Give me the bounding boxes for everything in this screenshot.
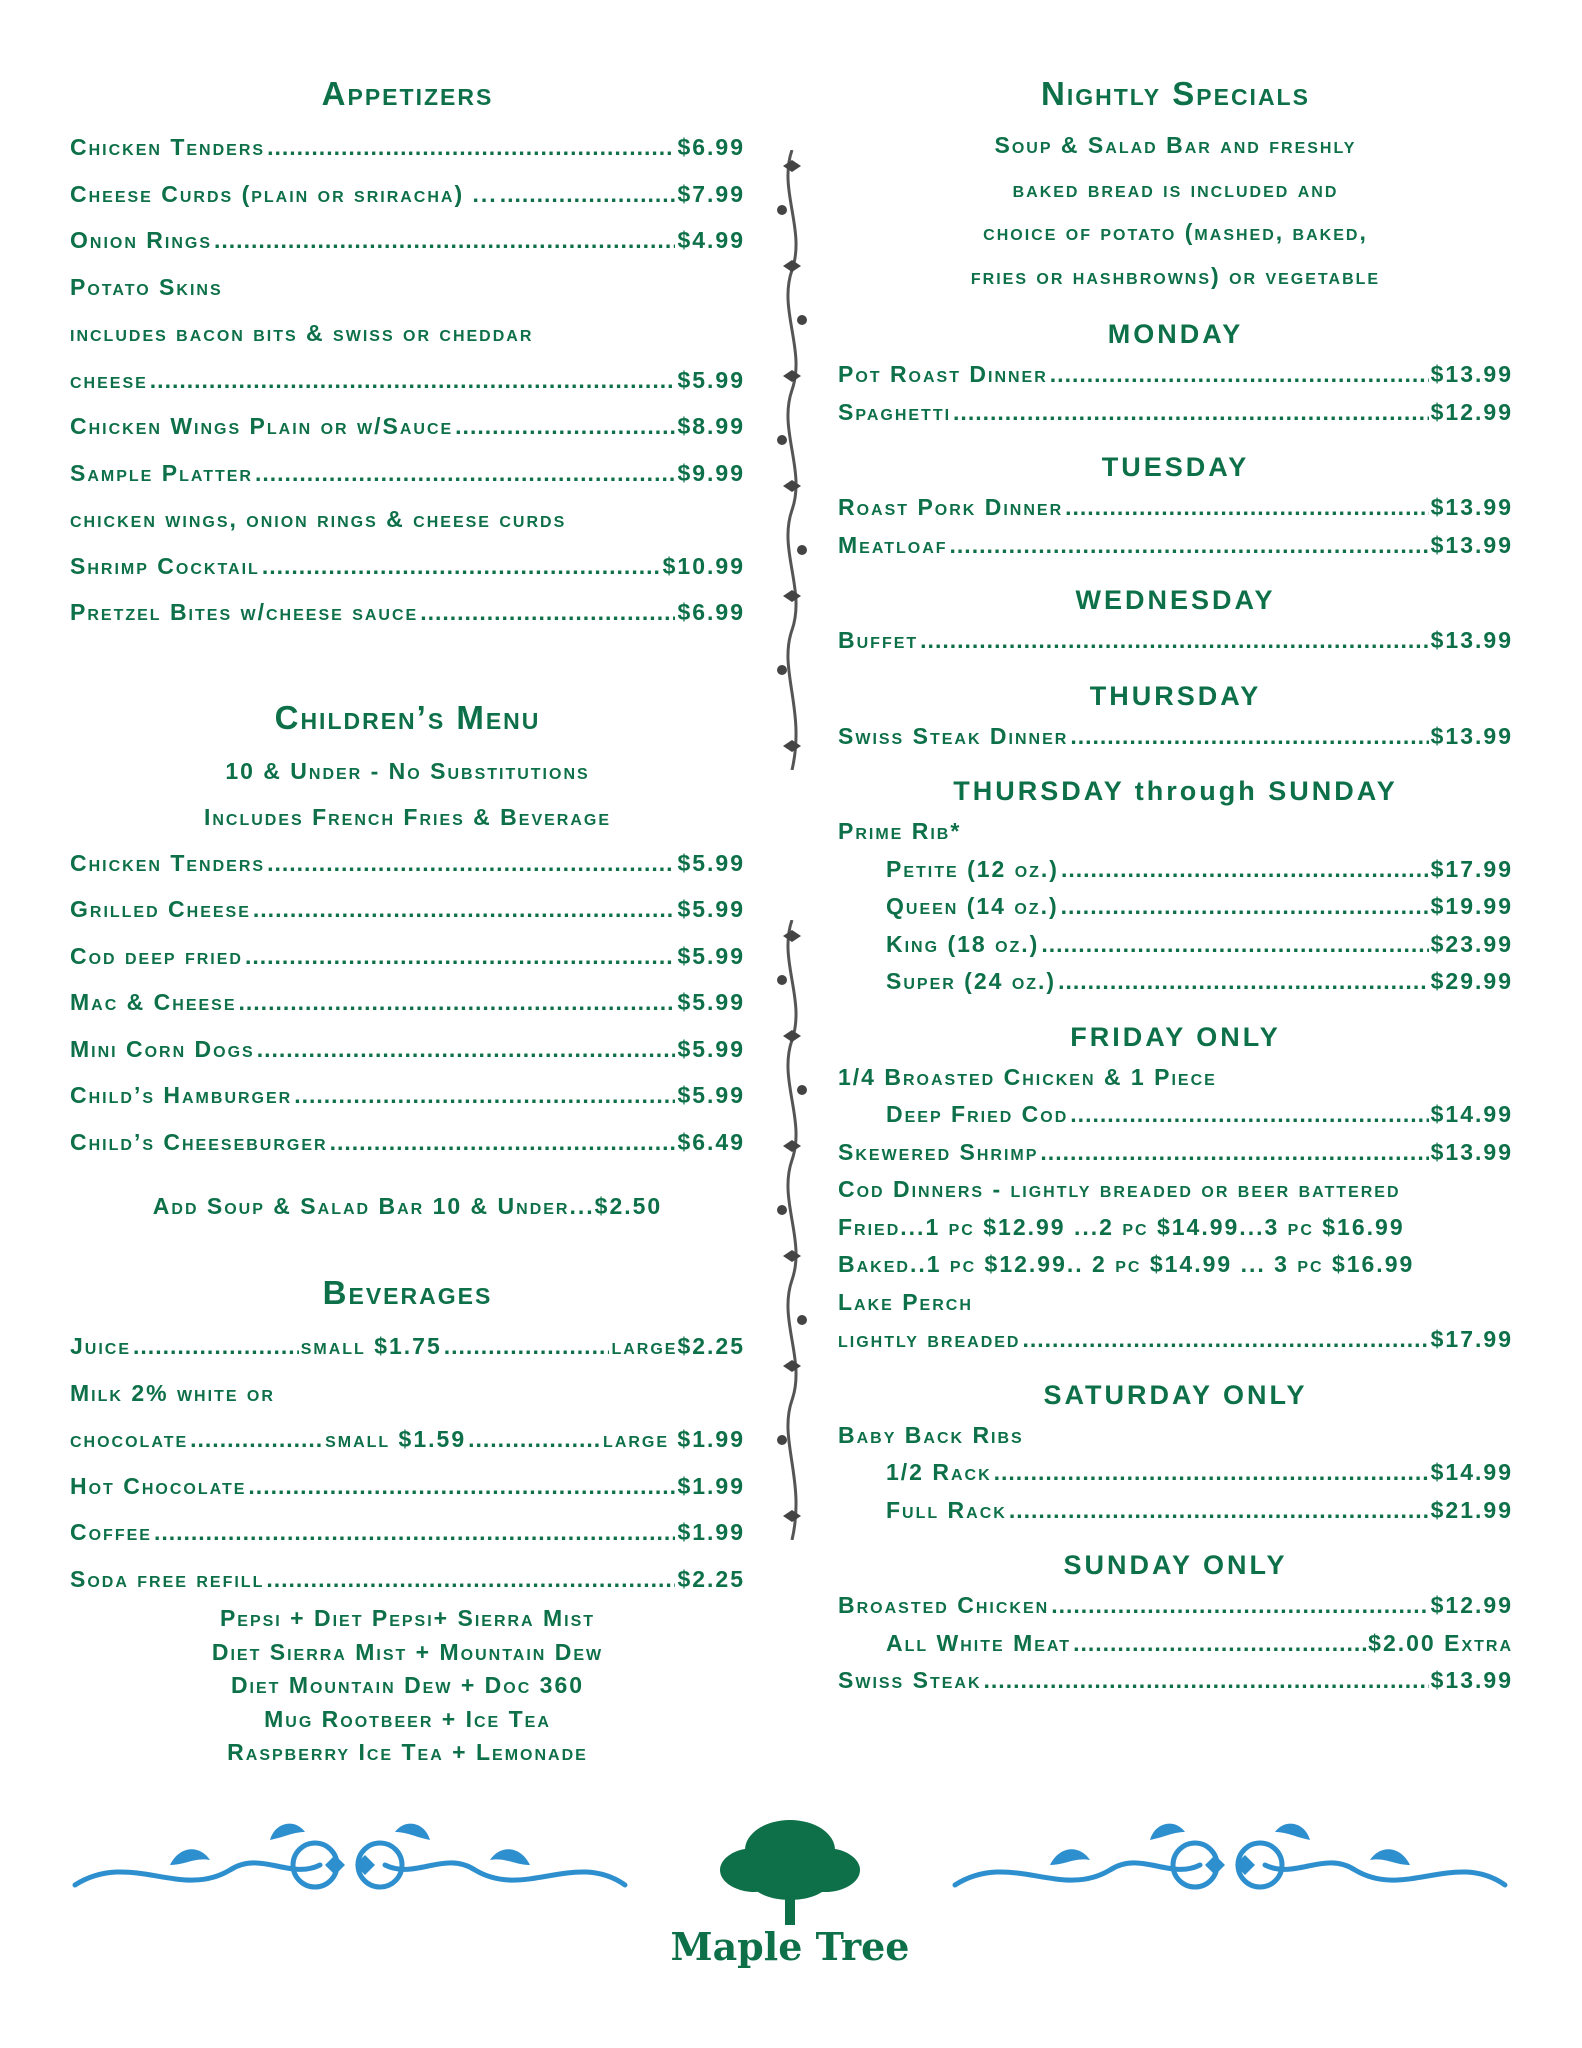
- menu-item-name: Child’s Cheeseburger: [70, 1128, 328, 1155]
- menu-item-row: includes bacon bits & swiss or cheddar: [70, 320, 534, 346]
- menu-item-row: [70, 1072, 745, 1119]
- leader-dots: [262, 543, 661, 590]
- menu-item-name: Swiss Steak Dinner: [838, 722, 1069, 749]
- menu-item-name: Full Rack: [886, 1496, 1007, 1523]
- menu-item-row: [838, 1587, 1513, 1625]
- menu-item-price: $19.99: [1430, 893, 1513, 919]
- menu-item-price: $12.99: [1430, 398, 1513, 425]
- menu-item-price: $5.99: [677, 942, 745, 969]
- tree-icon: [710, 1815, 870, 1925]
- menu-item-name: King (18 oz.): [886, 930, 1040, 957]
- menu-item-price: $13.99: [1430, 1667, 1513, 1693]
- menu-item-name: Coffee: [70, 1519, 152, 1545]
- leader-dots: [1041, 926, 1428, 964]
- leader-dots: [1051, 1587, 1428, 1625]
- leader-dots: [267, 124, 675, 171]
- leader-dots: [257, 1026, 676, 1073]
- menu-item-name: Mini Corn Dogs: [70, 1035, 255, 1062]
- menu-item-row: [70, 403, 745, 450]
- menu-item-row: [70, 1119, 745, 1166]
- menu-item-price: $5.99: [677, 849, 745, 876]
- menu-item-price: $13.99: [1430, 494, 1513, 520]
- day-heading: WEDNESDAY: [1075, 585, 1276, 615]
- menu-item-row: [838, 1662, 1513, 1700]
- childrens-note-includes: Includes French Fries & Beverage: [203, 803, 612, 830]
- menu-item-row: [838, 394, 1513, 432]
- menu-item-price: $7.99: [677, 180, 745, 207]
- menu-item-name: Soda free refill: [70, 1565, 265, 1592]
- menu-item-row: [70, 979, 745, 1026]
- leader-dots: [266, 1556, 675, 1603]
- menu-item-price: $5.99: [677, 1035, 745, 1062]
- menu-item-row: [838, 1321, 1513, 1359]
- menu-item-price: $2.00 Extra: [1368, 1629, 1513, 1656]
- leader-dots: [245, 933, 675, 980]
- menu-item-price: $5.99: [677, 989, 745, 1015]
- day-heading: TUESDAY: [1101, 452, 1250, 482]
- menu-item-row: [70, 357, 745, 404]
- menu-item-name: Deep Fried Cod: [886, 1101, 1069, 1127]
- leader-dots: [420, 589, 675, 636]
- childrens-note-age: 10 & Under - No Substitutions: [225, 757, 590, 784]
- menu-item-name: Grilled Cheese: [70, 896, 251, 922]
- leader-dots: [1065, 489, 1429, 527]
- menu-item-row: Potato Skins: [70, 273, 223, 300]
- menu-item-row: [70, 217, 745, 264]
- menu-item-name: Chicken Wings Plain or w/Sauce: [70, 413, 454, 439]
- menu-item-row: [70, 886, 745, 933]
- menu-item-name: cheese: [70, 366, 148, 393]
- menu-item-name: Queen (14 oz.): [886, 893, 1059, 919]
- leader-dots: [255, 450, 675, 497]
- soda-line: Raspberry Ice Tea + Lemonade: [227, 1739, 588, 1765]
- menu-item-price: $29.99: [1430, 968, 1513, 994]
- specials-intro-line: baked bread is included and: [1012, 175, 1339, 202]
- day-heading: THURSDAY through SUNDAY: [953, 776, 1398, 806]
- leader-dots: [1070, 718, 1428, 756]
- menu-item-name: Mac & Cheese: [70, 989, 237, 1015]
- appetizers-list: [70, 124, 745, 636]
- soda-list: [70, 1602, 745, 1770]
- childrens-addon: Add Soup & Salad Bar 10 & Under...$2.50: [152, 1193, 663, 1219]
- menu-item-name: Pot Roast Dinner: [838, 361, 1048, 387]
- menu-item-row: [838, 1625, 1513, 1663]
- leader-dots: [455, 403, 675, 450]
- menu-item-row: [838, 1492, 1513, 1530]
- menu-item-row: [838, 718, 1513, 756]
- menu-item-price: $13.99: [1430, 722, 1513, 749]
- menu-item-price: $14.99: [1430, 1459, 1513, 1485]
- menu-item-name: Chicken Tenders: [70, 134, 266, 160]
- beverages-list: [70, 1463, 745, 1603]
- menu-item-row: [70, 171, 745, 218]
- juice-row: Juice ..... small $1.75 ..... large$2.25: [70, 1323, 745, 1370]
- menu-item-row: [70, 1463, 745, 1510]
- menu-item-row: [838, 622, 1513, 660]
- menu-item-row: [838, 489, 1513, 527]
- menu-item-price: $6.99: [677, 134, 745, 160]
- leader-dots: [248, 1463, 675, 1510]
- menu-item-name: Chicken Tenders: [70, 849, 266, 876]
- menu-item-name: lightly breaded: [838, 1326, 1021, 1352]
- menu-item-row: chicken wings, onion rings & cheese curds: [70, 506, 567, 532]
- menu-item-price: $12.99: [1430, 1592, 1513, 1618]
- specials-days: [838, 312, 1513, 1700]
- menu-line: Lake Perch: [838, 1288, 973, 1315]
- specials-intro: [838, 124, 1513, 298]
- leader-dots: [984, 1662, 1429, 1700]
- leader-dots: [1073, 1625, 1366, 1663]
- menu-item-price: $5.99: [677, 1082, 745, 1108]
- menu-item-price: $13.99: [1430, 627, 1513, 653]
- menu-item-row: [838, 963, 1513, 1001]
- menu-item-name: Petite (12 oz.): [886, 855, 1059, 882]
- menu-item-name: Skewered Shrimp: [838, 1138, 1039, 1165]
- menu-item-price: $17.99: [1430, 855, 1513, 882]
- leader-dots: [150, 357, 676, 404]
- milk-row: Milk 2% white or: [70, 1379, 275, 1406]
- left-column: [70, 70, 745, 1770]
- menu-item-row: [70, 1026, 745, 1073]
- menu-item-name: Swiss Steak: [838, 1667, 982, 1693]
- soda-line: Mug Rootbeer + Ice Tea: [264, 1705, 551, 1732]
- soda-line: Diet Sierra Mist + Mountain Dew: [211, 1638, 604, 1665]
- leader-dots: [1050, 356, 1429, 394]
- leader-dots: [253, 886, 676, 933]
- specials-intro-line: Soup & Salad Bar and freshly: [994, 132, 1357, 158]
- menu-item-price: $23.99: [1430, 930, 1513, 957]
- menu-item-row: [838, 851, 1513, 889]
- appetizers-heading: Appetizers: [321, 75, 494, 112]
- menu-line: Fried...1 pc $12.99 ...2 pc $14.99...3 pc $16.99: [838, 1213, 1405, 1240]
- childrens-heading: Children’s Menu: [274, 698, 541, 736]
- menu-item-price: $6.99: [677, 599, 745, 625]
- leader-dots: [1070, 1096, 1428, 1134]
- menu-item-row: [70, 450, 745, 497]
- leader-dots: [1022, 1321, 1428, 1359]
- leader-dots: [953, 394, 1429, 432]
- leader-dots: [500, 171, 676, 218]
- leader-dots: [1040, 1134, 1428, 1172]
- menu-item-name: Cheese Curds (plain or sriracha) ...: [70, 180, 498, 207]
- menu-line: Baby Back Ribs: [838, 1421, 1024, 1448]
- menu-item-name: Broasted Chicken: [838, 1592, 1050, 1618]
- leader-dots: [330, 1119, 676, 1166]
- menu-item-price: $21.99: [1430, 1496, 1513, 1523]
- leader-dots: [154, 1509, 675, 1556]
- menu-item-price: $6.49: [677, 1128, 745, 1155]
- menu-item-price: $8.99: [677, 413, 745, 439]
- leader-dots: [950, 527, 1429, 565]
- maple-tree-logo: [670, 1815, 910, 1995]
- menu-item-row: [838, 1454, 1513, 1492]
- ornament-scroll-left: [70, 1810, 630, 1930]
- leader-dots: [267, 840, 675, 887]
- menu-item-row: [838, 888, 1513, 926]
- logo-text: Maple Tree: [670, 1924, 910, 1969]
- menu-item-name: Sample Platter: [70, 459, 253, 486]
- menu-item-row: [838, 1134, 1513, 1172]
- menu-item-price: $13.99: [1430, 1138, 1513, 1165]
- menu-item-name: 1/2 Rack: [886, 1459, 992, 1485]
- right-column: [838, 70, 1513, 1700]
- ornament-scroll-right: [950, 1810, 1510, 1930]
- menu-item-row: [838, 926, 1513, 964]
- menu-item-price: $1.99: [677, 1472, 745, 1499]
- menu-item-price: $5.99: [677, 896, 745, 922]
- menu-item-price: $1.99: [677, 1519, 745, 1545]
- chocolate-milk-row: chocolate ..... small $1.59 ..... large $1.99: [70, 1416, 745, 1463]
- leader-dots: [1061, 851, 1429, 889]
- menu-item-price: $4.99: [677, 227, 745, 253]
- menu-item-price: $14.99: [1430, 1101, 1513, 1127]
- day-heading: SUNDAY ONLY: [1063, 1550, 1288, 1580]
- beverages-heading: Beverages: [322, 1274, 493, 1311]
- menu-item-name: Spaghetti: [838, 398, 952, 425]
- menu-item-name: Buffet: [838, 627, 919, 653]
- menu-item-row: [70, 1556, 745, 1603]
- specials-intro-line: choice of potato (mashed, baked,: [983, 219, 1368, 245]
- menu-item-row: [70, 589, 745, 636]
- menu-item-price: $13.99: [1430, 531, 1513, 558]
- menu-line: Prime Rib*: [838, 818, 962, 844]
- menu-item-row: [838, 1096, 1513, 1134]
- specials-heading: Nightly Specials: [1041, 75, 1310, 112]
- menu-item-price: $17.99: [1430, 1326, 1513, 1352]
- menu-item-name: All White Meat: [886, 1629, 1072, 1656]
- vine-divider-top: [774, 150, 810, 770]
- soda-line: Diet Mountain Dew + Doc 360: [230, 1672, 585, 1698]
- day-heading: SATURDAY ONLY: [1043, 1379, 1308, 1410]
- menu-item-row: [70, 124, 745, 171]
- menu-item-price: $10.99: [662, 552, 745, 579]
- menu-line: 1/4 Broasted Chicken & 1 Piece: [838, 1063, 1217, 1090]
- specials-intro-line: fries or hashbrowns) or vegetable: [970, 262, 1381, 289]
- menu-item-row: [70, 543, 745, 590]
- menu-item-price: $2.25: [677, 1565, 745, 1592]
- menu-item-name: Onion Rings: [70, 227, 213, 253]
- leader-dots: [994, 1454, 1429, 1492]
- leader-dots: [1058, 963, 1429, 1001]
- day-heading: THURSDAY: [1089, 680, 1262, 711]
- leader-dots: [214, 217, 675, 264]
- soda-line: Pepsi + Diet Pepsi+ Sierra Mist: [219, 1605, 596, 1631]
- menu-item-name: Super (24 oz.): [886, 968, 1057, 994]
- leader-dots: [920, 622, 1428, 660]
- menu-item-row: [70, 1509, 745, 1556]
- menu-item-row: [838, 356, 1513, 394]
- menu-item-name: Cod deep fried: [70, 942, 243, 969]
- vine-divider-bottom: [774, 920, 810, 1540]
- menu-item-name: Roast Pork Dinner: [838, 494, 1064, 520]
- childrens-list: [70, 840, 745, 1166]
- menu-item-name: Child’s Hamburger: [70, 1082, 293, 1108]
- menu-item-row: [70, 840, 745, 887]
- menu-item-name: Meatloaf: [838, 531, 948, 558]
- menu-item-row: [838, 527, 1513, 565]
- leader-dots: [1009, 1492, 1429, 1530]
- leader-dots: [239, 979, 676, 1026]
- menu-item-row: [70, 933, 745, 980]
- menu-item-price: $13.99: [1430, 361, 1513, 387]
- menu-item-price: $5.99: [677, 366, 745, 393]
- menu-item-price: $9.99: [677, 459, 745, 486]
- leader-dots: [1061, 888, 1429, 926]
- leader-dots: [294, 1072, 675, 1119]
- menu-line: Cod Dinners - lightly breaded or beer battered: [838, 1176, 1401, 1202]
- menu-line: Baked..1 pc $12.99.. 2 pc $14.99 ... 3 pc $16.99: [838, 1251, 1415, 1277]
- menu-item-name: Shrimp Cocktail: [70, 552, 260, 579]
- day-heading: MONDAY: [1107, 319, 1244, 349]
- menu-item-name: Pretzel Bites w/cheese sauce: [70, 599, 419, 625]
- day-heading: FRIDAY ONLY: [1070, 1021, 1281, 1052]
- menu-item-name: Hot Chocolate: [70, 1472, 247, 1499]
